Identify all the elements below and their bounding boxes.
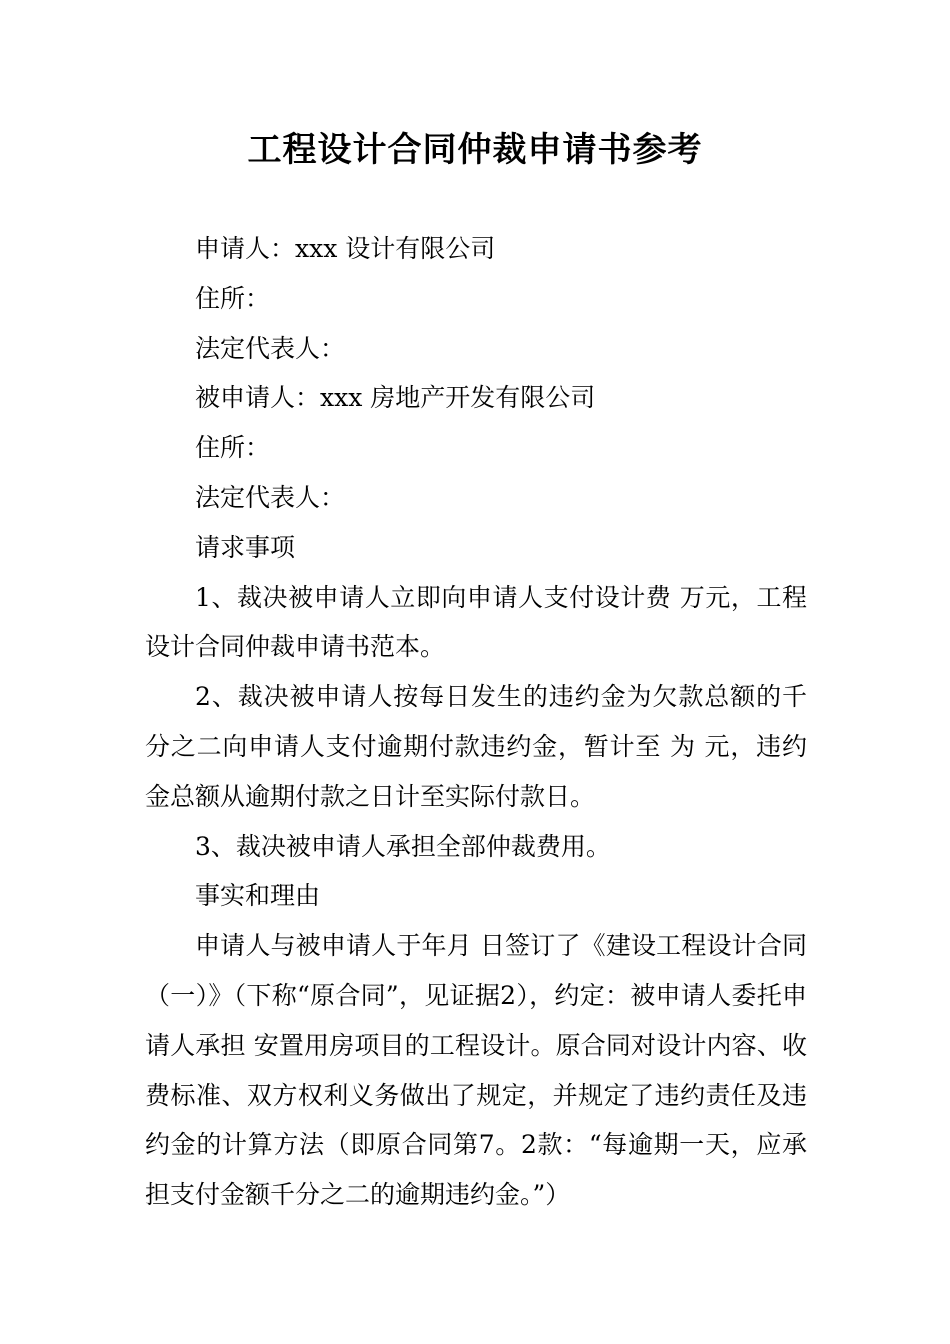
applicant-representative-line: 法定代表人：: [195, 333, 346, 363]
applicant-line: 申请人：xxx 设计有限公司: [195, 234, 496, 263]
applicant-address-line: 住所：: [195, 283, 271, 313]
facts-paragraph: 申请人与被申请人于年月 日签订了《建设工程设计合同（一）》（下称“原合同”，见证据2），约定：被申请人委托申请人承担 安置用房项目的工程设计。原合同对设计内容、收费标准、双方权利义务做出了规定，并规定了违约责任及违约金的计算方法（即原合同第7。2款：“每逾期一天，应承担支付金额千分之二的逾期违约金。”）: [145, 931, 807, 1210]
facts-heading: 事实和理由: [195, 881, 321, 911]
respondent-line: 被申请人：xxx 房地产开发有限公司: [195, 383, 596, 413]
respondent-representative-line: 法定代表人：: [195, 482, 346, 512]
document-body: [145, 224, 807, 1220]
claims-heading: 请求事项: [195, 532, 296, 562]
claim-item-1: 1、裁决被申请人立即向申请人支付设计费 万元，工程设计合同仲裁申请书范本。: [145, 582, 807, 662]
document-title: 工程设计合同仲裁申请书参考: [247, 130, 703, 170]
claim-item-3: 3、裁决被申请人承担全部仲裁费用。: [195, 831, 611, 861]
claim-item-2: 2、裁决被申请人按每日发生的违约金为欠款总额的千分之二向申请人支付逾期付款违约金，暂计至 为 元，违约金总额从逾期付款之日计至实际付款日。: [145, 682, 807, 811]
respondent-address-line: 住所：: [195, 433, 271, 463]
